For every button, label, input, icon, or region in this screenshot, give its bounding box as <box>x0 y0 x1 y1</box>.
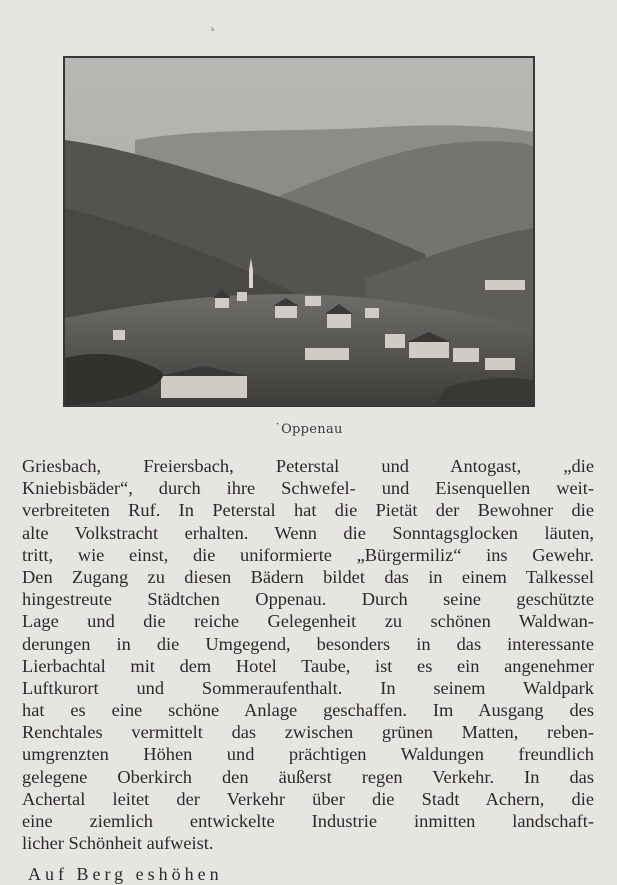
text-line: Lage und die reiche Gelegenheit zu schönen Waldwan- <box>22 611 594 632</box>
page-mark: s <box>211 26 215 33</box>
body-paragraph <box>22 455 594 854</box>
text-line: Kniebisbäder“, durch ihre Schwefel- und Eisenquellen weit- <box>22 478 594 499</box>
text-line: Lierbachtal mit dem Hotel Taube, ist es ein angenehmer <box>22 655 594 676</box>
text-line: gelegene Oberkirch den äußerst regen Verkehr. In das <box>22 766 594 787</box>
text-line: alte Volkstracht erhalten. Wenn die Sonntagsglocken läuten, <box>22 522 594 543</box>
text-line: tritt, wie einst, die uniformierte „Bürgermiliz“ ins Gewehr. <box>22 544 594 565</box>
text-line: Achertal leitet der Verkehr über die Stadt Achern, die <box>22 788 594 809</box>
text-line: hingestreute Städtchen Oppenau. Durch seine geschützte <box>22 589 594 610</box>
text-line: Den Zugang zu diesen Bädern bildet das in einem Talkessel <box>22 566 594 587</box>
oppenau-photograph <box>63 56 535 407</box>
text-line: Luftkurort und Sommeraufenthalt. In seinem Waldpark <box>22 677 594 698</box>
text-line: derungen in die Umgegend, besonders in das interessante <box>22 633 594 654</box>
text-line: verbreiteten Ruf. In Peterstal hat die Pietät der Bewohner die <box>22 500 594 521</box>
photo-caption: ˙Oppenau <box>274 422 343 437</box>
text-line: eine ziemlich entwickelte Industrie inmitten landschaft- <box>22 811 594 831</box>
next-section-heading: Auf Berg eshöhen <box>28 864 223 884</box>
text-line: hat es eine schöne Anlage geschaffen. Im Ausgang des <box>22 700 594 721</box>
text-line: Renchtales vermittelt das zwischen grünen Matten, reben- <box>22 722 594 743</box>
text-line: licher Schönheit aufweist. <box>22 833 214 854</box>
text-line: umgrenzten Höhen und prächtigen Waldungen freundlich <box>22 744 594 765</box>
text-line: Griesbach, Freiersbach, Peterstal und Antogast, „die <box>22 456 594 476</box>
landscape-photo-icon <box>65 58 533 405</box>
